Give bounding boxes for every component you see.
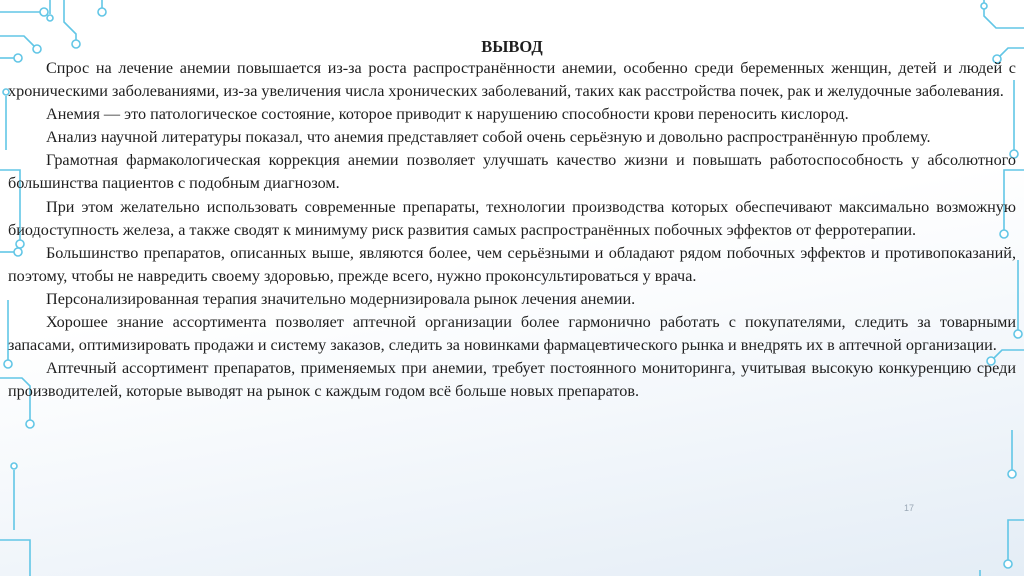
paragraph-modern-drugs: При этом желательно использовать современные препараты, технологии производства которых обеспечивают максимально возможную биодоступность железа, а также сводят к минимуму риск развития самых распространённых побочных эффектов от ферротерапии. xyxy=(8,197,1016,239)
page-number: 17 xyxy=(904,503,915,513)
paragraph-pharmacological-correction: Грамотная фармакологическая коррекция анемии позволяет улучшать качество жизни и повышать работоспособность у абсолютного большинства пациентов с подобным диагнозом. xyxy=(8,151,1016,193)
paragraph-assortment-knowledge: Хорошее знание ассортимента позволяет аптечной организации более гармонично работать с покупателями, следить за товарными запасами, оптимизировать продажи и систему заказов, следить за новинками фармацевтического рынка и внедрять их в аптечной организации. xyxy=(8,313,1016,355)
paragraph-literature-analysis: Анализ научной литературы показал, что анемия представляет собой очень серьёзную и довольно распространённую проблему. xyxy=(46,128,931,147)
paragraph-personalized-therapy: Персонализированная терапия значительно модернизировала рынок лечения анемии. xyxy=(46,289,636,308)
slide-title: ВЫВОД xyxy=(481,37,543,56)
paragraph-side-effects: Большинство препаратов, описанных выше, являются более, чем серьёзными и обладают рядом побочных эффектов и противопоказаний, поэтому, чтобы не навредить своему здоровью, прежде всего, нужно проконсультироваться у врача. xyxy=(8,243,1016,285)
paragraph-anemia-definition: Анемия — это патологическое состояние, которое приводит к нарушению способности крови переносить кислород. xyxy=(46,105,849,124)
paragraph-demand: Спрос на лечение анемии повышается из-за роста распространённости анемии, особенно среди беременных женщин, детей и людей с хроническими заболеваниями, из-за увеличения числа хронических заболеваний, таких как расстройства почек, рак и желудочные заболевания. xyxy=(8,59,1016,101)
paragraph-assortment-monitoring: Аптечный ассортимент препаратов, применяемых при анемии, требует постоянного мониторинга, учитывая высокую конкуренцию среди производителей, которые выводят на рынок с каждым годом всё больше новых препаратов. xyxy=(8,359,1016,401)
slide-content xyxy=(8,36,1016,403)
